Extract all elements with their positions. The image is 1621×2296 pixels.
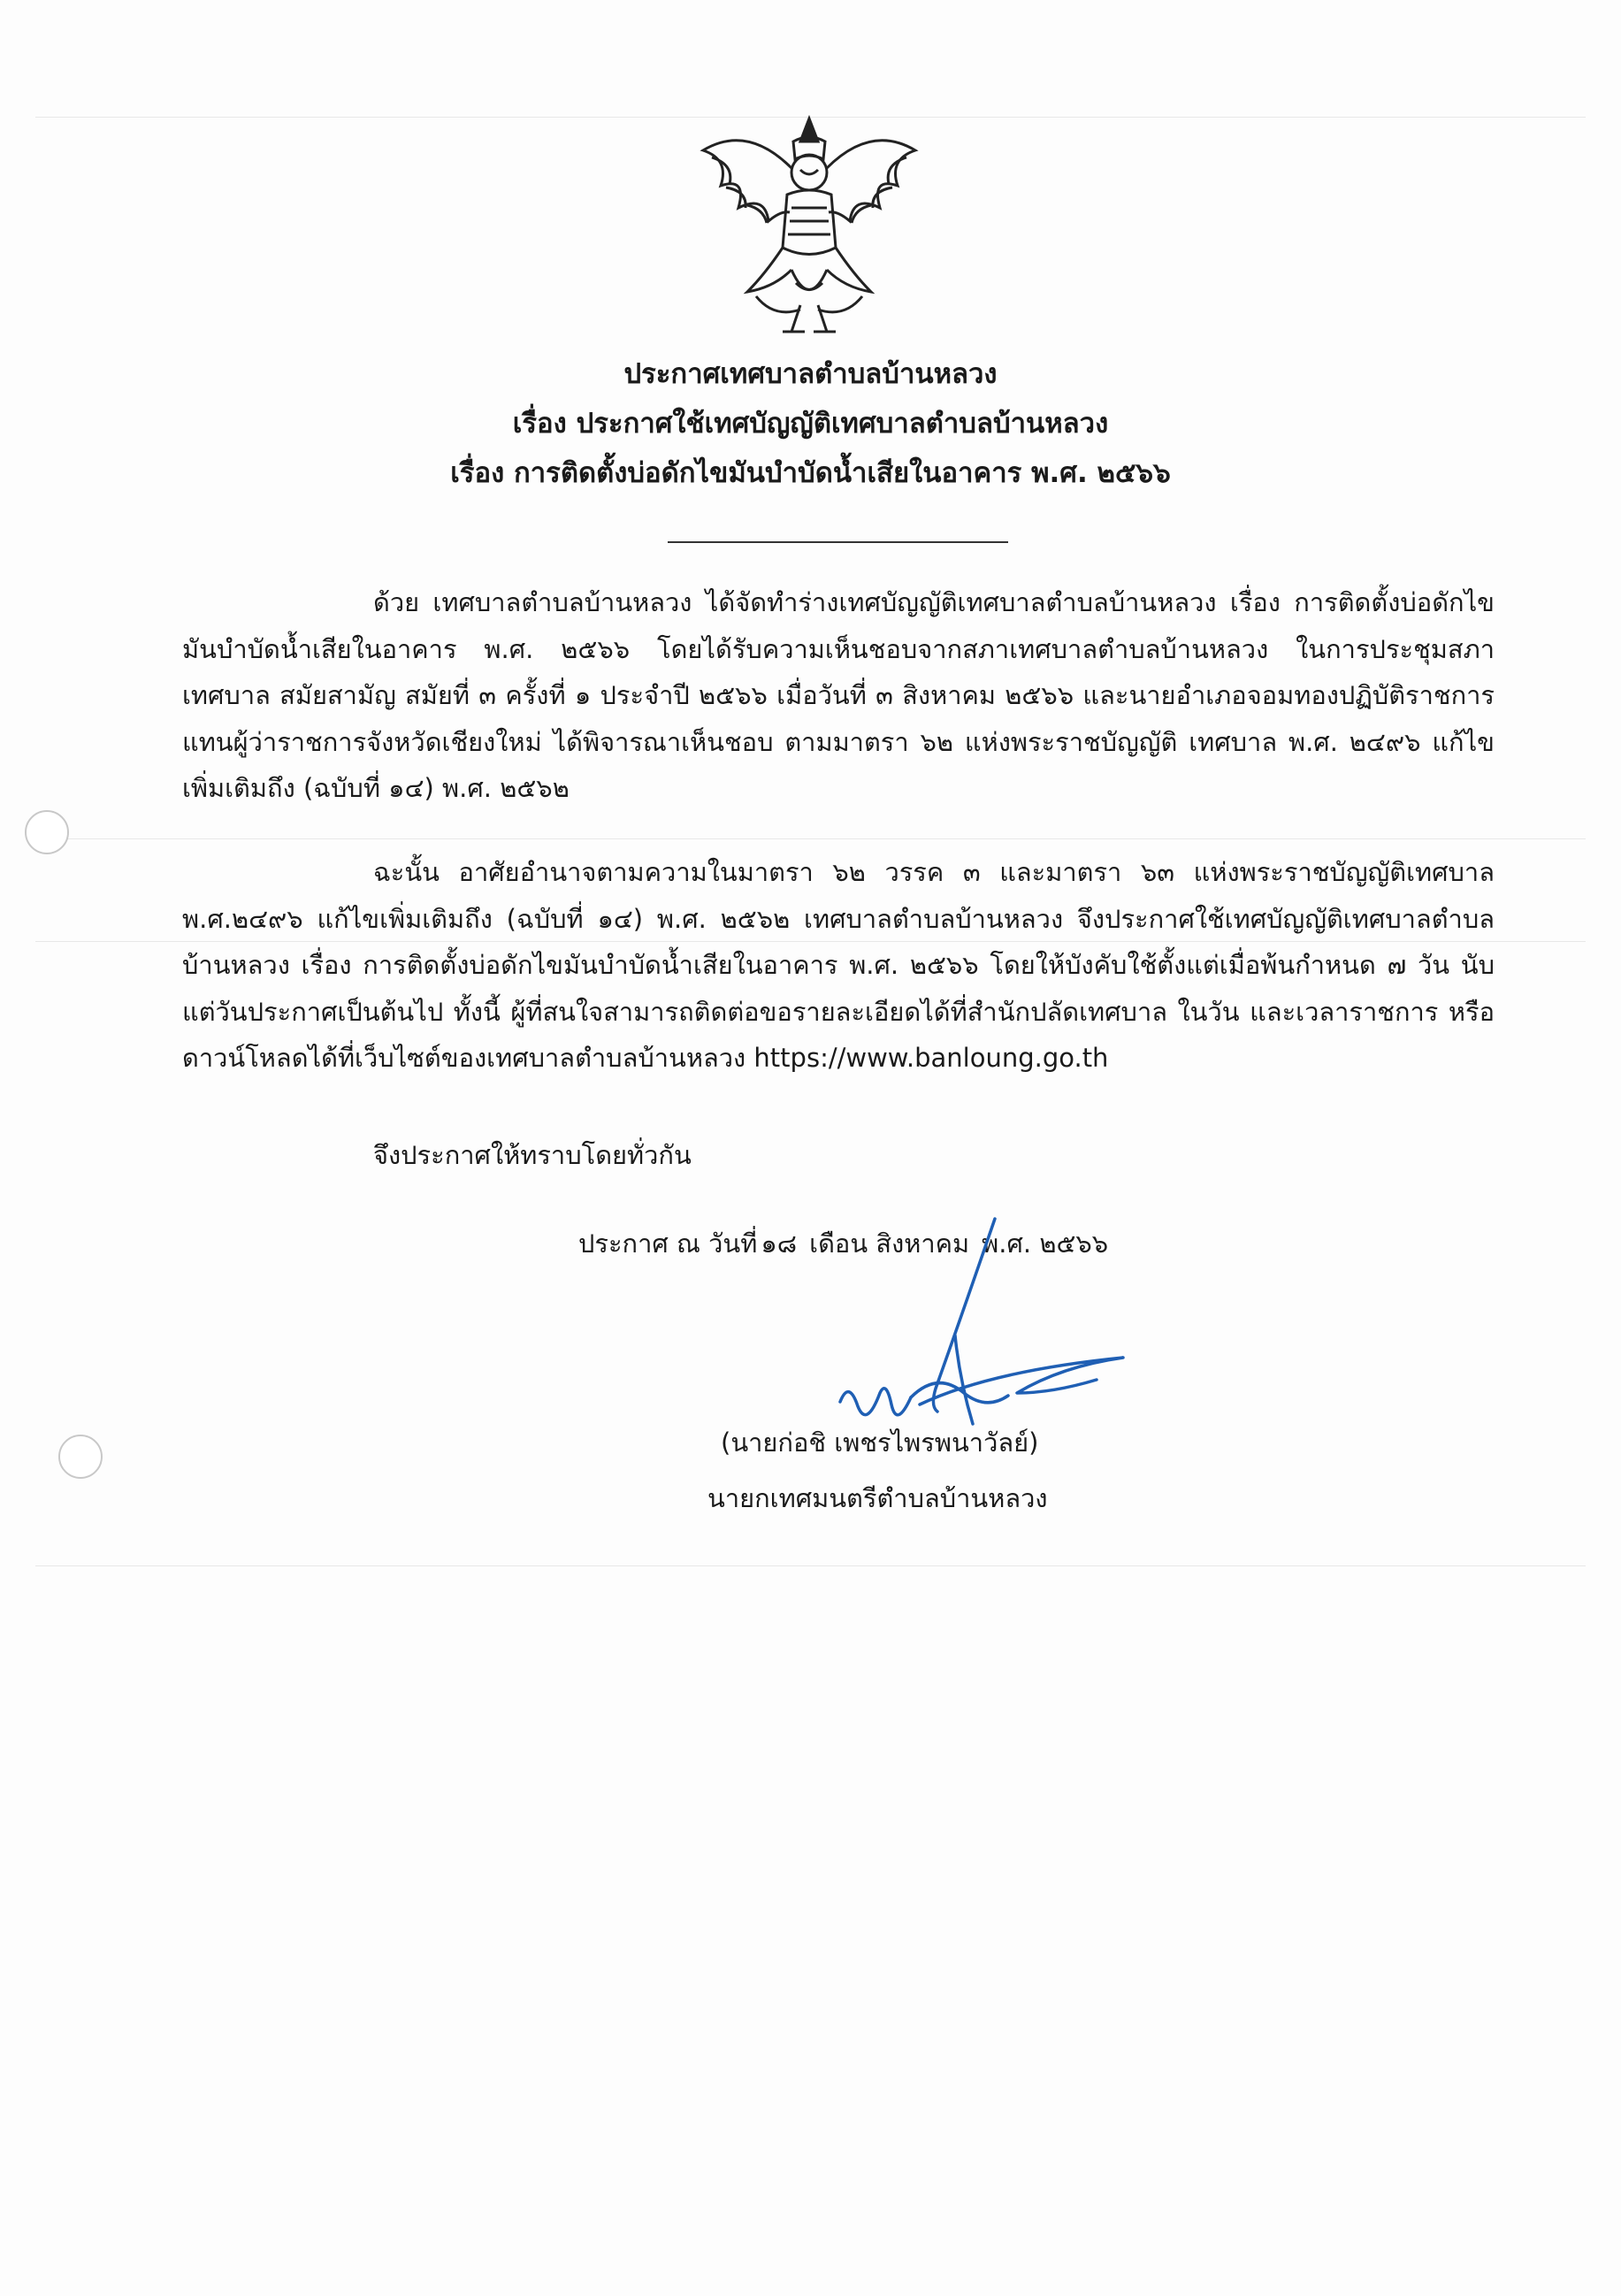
announcement-header	[0, 349, 1621, 498]
header-subject: เรื่อง ประกาศใช้เทศบัญญัติเทศบาลตำบลบ้านหลวง	[512, 408, 1109, 440]
scan-line	[35, 1565, 1586, 1566]
punch-hole	[25, 810, 69, 854]
date-year: พ.ศ. ๒๕๖๖	[982, 1228, 1109, 1259]
header-issuer: ประกาศเทศบาลตำบลบ้านหลวง	[623, 358, 998, 390]
closing-statement: จึงประกาศให้ทราบโดยทั่วกัน	[373, 1140, 692, 1170]
punch-hole	[58, 1435, 103, 1479]
date-day: ๑๘	[761, 1228, 798, 1259]
date-month: เดือน สิงหาคม	[809, 1228, 970, 1259]
paragraph-1-text: ด้วย เทศบาลตำบลบ้านหลวง ได้จัดทำร่างเทศบัญญัติเทศบาลตำบลบ้านหลวง เรื่อง การติดตั้งบ่อดักไขมันบำบัดน้ำเสียในอาคาร พ.ศ. ๒๕๖๖ โดยได้รับความเห็นชอบจากสภาเทศบาลตำบลบ้านหลวง ในการประชุมสภาเทศบาล สมัยสามัญ สมัยที่ ๓ ครั้งที่ ๑ ประจำปี ๒๕๖๖ เมื่อวันที่ ๓ สิงหาคม ๒๕๖๖ และนายอำเภอจอมทองปฏิบัติราชการแทนผู้ว่าราชการจังหวัดเชียงใหม่ ได้พิจารณาเห็นชอบ ตามมาตรา ๖๒ แห่งพระราชบัญญัติ เทศบาล พ.ศ. ๒๔๙๖ แก้ไขเพิ่มเติมถึง (ฉบับที่ ๑๔) พ.ศ. ๒๕๖๒	[182, 587, 1495, 803]
scan-line	[35, 838, 1586, 839]
body-paragraph-2	[182, 849, 1495, 1082]
date-prefix: ประกาศ ณ วันที่	[578, 1228, 758, 1259]
header-topic: เรื่อง การติดตั้งบ่อดักไขมันบำบัดน้ำเสียในอาคาร พ.ศ. ๒๕๖๖	[450, 457, 1171, 489]
signer-title: นายกเทศมนตรีตำบลบ้านหลวง	[707, 1483, 1048, 1513]
paragraph-2-text: ฉะนั้น อาศัยอำนาจตามความในมาตรา ๖๒ วรรค ๓ และมาตรา ๖๓ แห่งพระราชบัญญัติเทศบาล พ.ศ.๒๔๙๖ แก้ไขเพิ่มเติมถึง (ฉบับที่ ๑๔) พ.ศ. ๒๕๖๒ เทศบาลตำบลบ้านหลวง จึงประกาศใช้เทศบัญญัติเทศบาลตำบลบ้านหลวง เรื่อง การติดตั้งบ่อดักไขมันบำบัดน้ำเสียในอาคาร พ.ศ. ๒๕๖๖ โดยให้บังคับใช้ตั้งแต่เมื่อพ้นกำหนด ๗ วัน นับแต่วันประกาศเป็นต้นไป ทั้งนี้ ผู้ที่สนใจสามารถติดต่อขอรายละเอียดได้ที่สำนักปลัดเทศบาล ในวัน และเวลาราชการ หรือดาวน์โหลดได้ที่เว็บไซต์ของเทศบาลตำบลบ้านหลวง https://www.banloung.go.th	[182, 857, 1495, 1073]
signer-name: (นายก่อชิ เพชรไพรพนาวัลย์)	[721, 1427, 1039, 1458]
garuda-emblem	[694, 106, 924, 345]
header-divider	[668, 541, 1008, 543]
body-paragraph-1	[182, 579, 1495, 812]
